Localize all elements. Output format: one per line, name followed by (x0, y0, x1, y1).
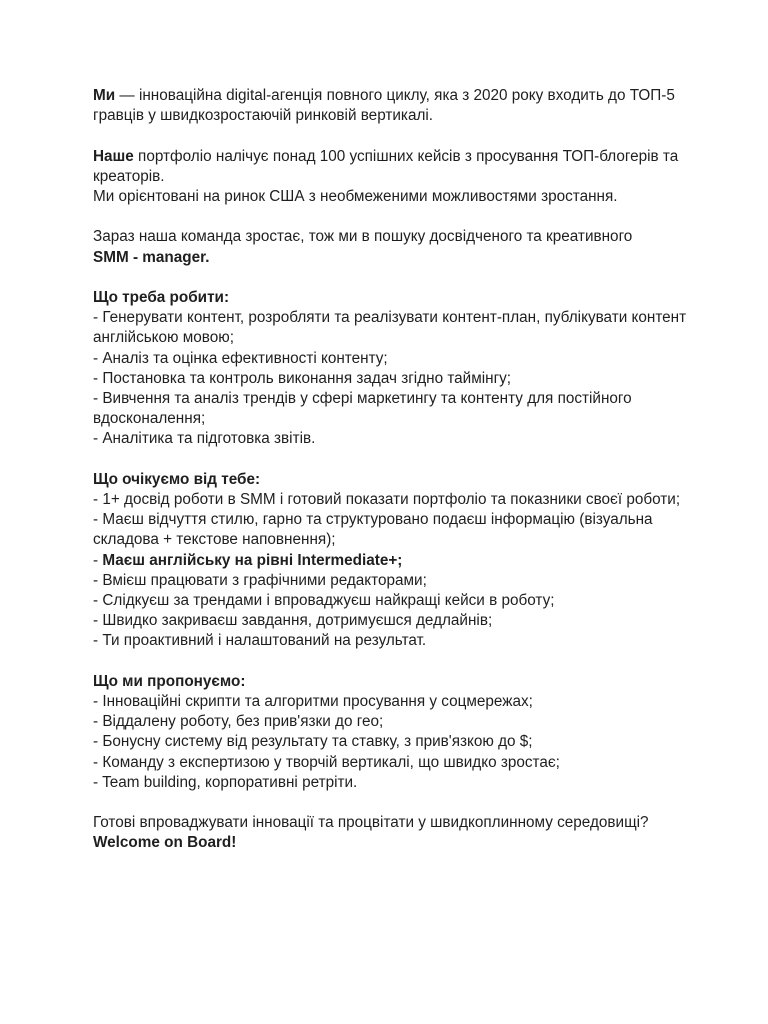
intro-text: — інноваційна digital-агенція повного циклу, яка з 2020 року входить до ТОП-5 гравців у швидкозростаючій ринковій вертикалі. (93, 87, 675, 125)
list-item: - Слідкуєш за трендами і впроваджуєш найкращі кейси в роботу; (93, 592, 555, 610)
welcome-text: Welcome on Board! (93, 834, 237, 852)
list-item: - Швидко закриваєш завдання, дотримуєшся дедлайнів; (93, 612, 493, 630)
tasks-section (93, 288, 693, 450)
hiring-paragraph (93, 227, 693, 267)
hiring-text: Зараз наша команда зростає, тож ми в пошуку досвідченого та креативного (93, 228, 633, 246)
market-text: Ми орієнтовані на ринок США з необмеженими можливостями зростання. (93, 188, 618, 205)
english-requirement: Маєш англійську на рівні Intermediate+; (102, 551, 403, 569)
position-title: SMM - manager. (93, 248, 210, 266)
list-item: - Команду з експертизою у творчій вертикалі, що швидко зростає; (93, 753, 560, 771)
list-item: - 1+ досвід роботи в SMM і готовий показати портфоліо та показники своєї роботи; (93, 491, 681, 508)
english-dash: - (93, 551, 103, 569)
list-item: - Аналіз та оцінка ефективності контенту; (93, 349, 388, 367)
list-item: - Віддалену роботу, без прив'язки до гео; (93, 713, 384, 731)
portfolio-text: портфоліо налічує понад 100 успішних кейсів з просування ТОП-блогерів та креаторів. (93, 147, 679, 185)
portfolio-bold-lead: Наше (93, 147, 134, 165)
list-item: - Вмієш працювати з графічними редакторами; (93, 571, 427, 589)
document-page (93, 86, 693, 874)
list-item: - Вивчення та аналіз трендів у сфері маркетингу та контенту для постійного вдосконалення; (93, 390, 632, 428)
intro-bold-lead: Ми (93, 87, 116, 104)
list-item: - Аналітика та підготовка звітів. (93, 430, 316, 448)
closing-paragraph (93, 813, 693, 853)
offer-heading: Що ми пропонуємо: (93, 672, 246, 690)
offer-section (93, 672, 693, 793)
closing-text: Готові впроваджувати інновації та процвітати у швидкоплинному середовищі? (93, 814, 649, 832)
list-item: - Маєш відчуття стилю, гарно та структуровано подаєш інформацію (візуальна складова + текстове наповнення); (93, 511, 653, 549)
requirements-section (93, 470, 693, 652)
list-item: - Постановка та контроль виконання задач згідно таймінгу; (93, 369, 512, 387)
list-item: - Інноваційні скрипти та алгоритми просування у соцмережах; (93, 693, 533, 711)
list-item: - Team building, корпоративні ретріти. (93, 773, 358, 791)
list-item: - Генерувати контент, розробляти та реалізувати контент-план, публікувати контент англійською мовою; (93, 309, 687, 347)
list-item-english (93, 551, 693, 571)
portfolio-paragraph (93, 147, 693, 208)
list-item: - Ти проактивний і налаштований на результат. (93, 632, 427, 650)
tasks-heading: Що треба робити: (93, 288, 230, 306)
requirements-heading: Що очікуємо від тебе: (93, 470, 261, 488)
list-item: - Бонусну систему від результату та ставку, з прив'язкою до $; (93, 733, 533, 751)
intro-paragraph (93, 86, 693, 126)
